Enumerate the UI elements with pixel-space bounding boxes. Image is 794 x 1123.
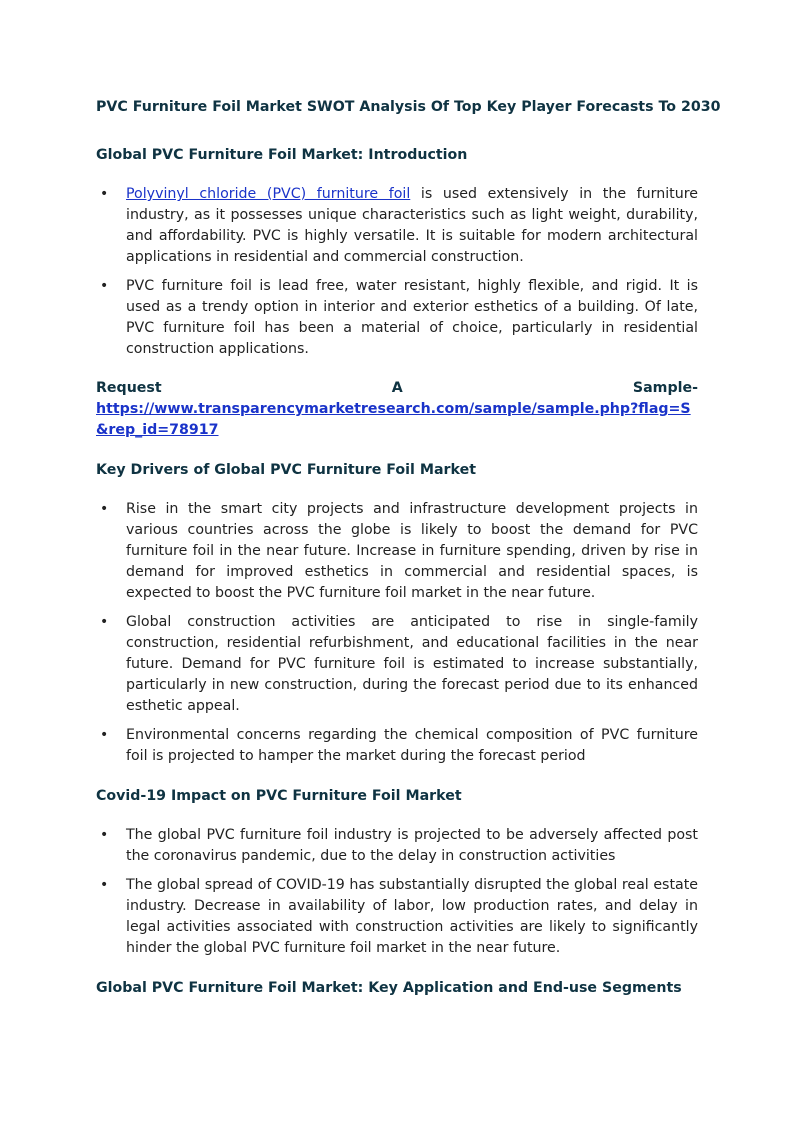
drivers-bullet-3-text: Environmental concerns regarding the chemical composition of PVC furniture foil is projected to hamper the market during the forecast period <box>126 727 698 764</box>
sample-request-link[interactable]: https://www.transparencymarketresearch.com/sample/sample.php?flag=S&rep_id=78917 <box>96 401 691 438</box>
request-sample-row <box>96 378 698 399</box>
sample-word: Sample- <box>632 380 698 396</box>
bullet-icon: • <box>100 501 109 517</box>
bullet-icon: • <box>100 727 109 743</box>
drivers-heading: Key Drivers of Global PVC Furniture Foil Market <box>96 462 476 478</box>
bullet-icon: • <box>100 614 109 630</box>
covid-bullet-2-text: The global spread of COVID-19 has substantially disrupted the global real estate industry. Decrease in availability of labor, low production rates, and delay in legal activities associated with construction activities are likely to significantly hinder the global PVC furniture foil market in the near future. <box>126 877 698 956</box>
drivers-bullet-3 <box>96 725 698 767</box>
drivers-bullet-1 <box>96 499 698 604</box>
drivers-bullet-1-text: Rise in the smart city projects and infrastructure development projects in various countries across the globe is likely to boost the demand for PVC furniture foil in the near future. Increase in furniture spending, driven by rise in demand for improved esthetics in commercial and residential spaces, is expected to boost the PVC furniture foil market in the near future. <box>126 501 698 601</box>
covid-bullet-1-text: The global PVC furniture foil industry is projected to be adversely affected post the coronavirus pandemic, due to the delay in construction activities <box>126 827 698 864</box>
intro-bullet-1 <box>96 184 698 268</box>
bullet-icon: • <box>100 827 109 843</box>
segments-heading: Global PVC Furniture Foil Market: Key Application and End-use Segments <box>96 980 682 996</box>
document-title: PVC Furniture Foil Market SWOT Analysis Of Top Key Player Forecasts To 2030 <box>96 99 721 115</box>
covid-bullet-1 <box>96 825 698 867</box>
intro-bullet-2-text: PVC furniture foil is lead free, water resistant, highly flexible, and rigid. It is used as a trendy option in interior and exterior esthetics of a building. Of late, PVC furniture foil has been a material of choice, particularly in residential construction applications. <box>126 278 698 357</box>
covid-bullet-2 <box>96 875 698 959</box>
intro-bullet-1-text: is used extensively in the furniture industry, as it possesses unique characteristics such as light weight, durability, and affordability. PVC is highly versatile. It is suitable for modern architectural applications in residential and commercial construction. <box>126 186 698 265</box>
request-sample <box>96 378 698 441</box>
drivers-bullet-2 <box>96 612 698 717</box>
bullet-icon: • <box>100 186 109 202</box>
drivers-bullet-2-text: Global construction activities are anticipated to rise in single-family construction, residential refurbishment, and educational facilities in the near future. Demand for PVC furniture foil is estimated to increase substantially, particularly in new construction, during the forecast period due to its enhanced esthetic appeal. <box>126 614 698 714</box>
pvc-furniture-foil-link[interactable]: Polyvinyl chloride (PVC) furniture foil <box>126 186 411 202</box>
intro-bullet-2 <box>96 276 698 360</box>
bullet-icon: • <box>100 278 109 294</box>
covid-heading: Covid-19 Impact on PVC Furniture Foil Market <box>96 788 462 804</box>
covid-bullet-list <box>96 825 698 959</box>
document-page <box>96 96 721 999</box>
intro-heading: Global PVC Furniture Foil Market: Introduction <box>96 147 468 163</box>
a-word: A <box>391 380 403 396</box>
request-word: Request <box>96 380 162 396</box>
drivers-bullet-list <box>96 499 698 767</box>
bullet-icon: • <box>100 877 109 893</box>
intro-bullet-list <box>96 184 698 360</box>
